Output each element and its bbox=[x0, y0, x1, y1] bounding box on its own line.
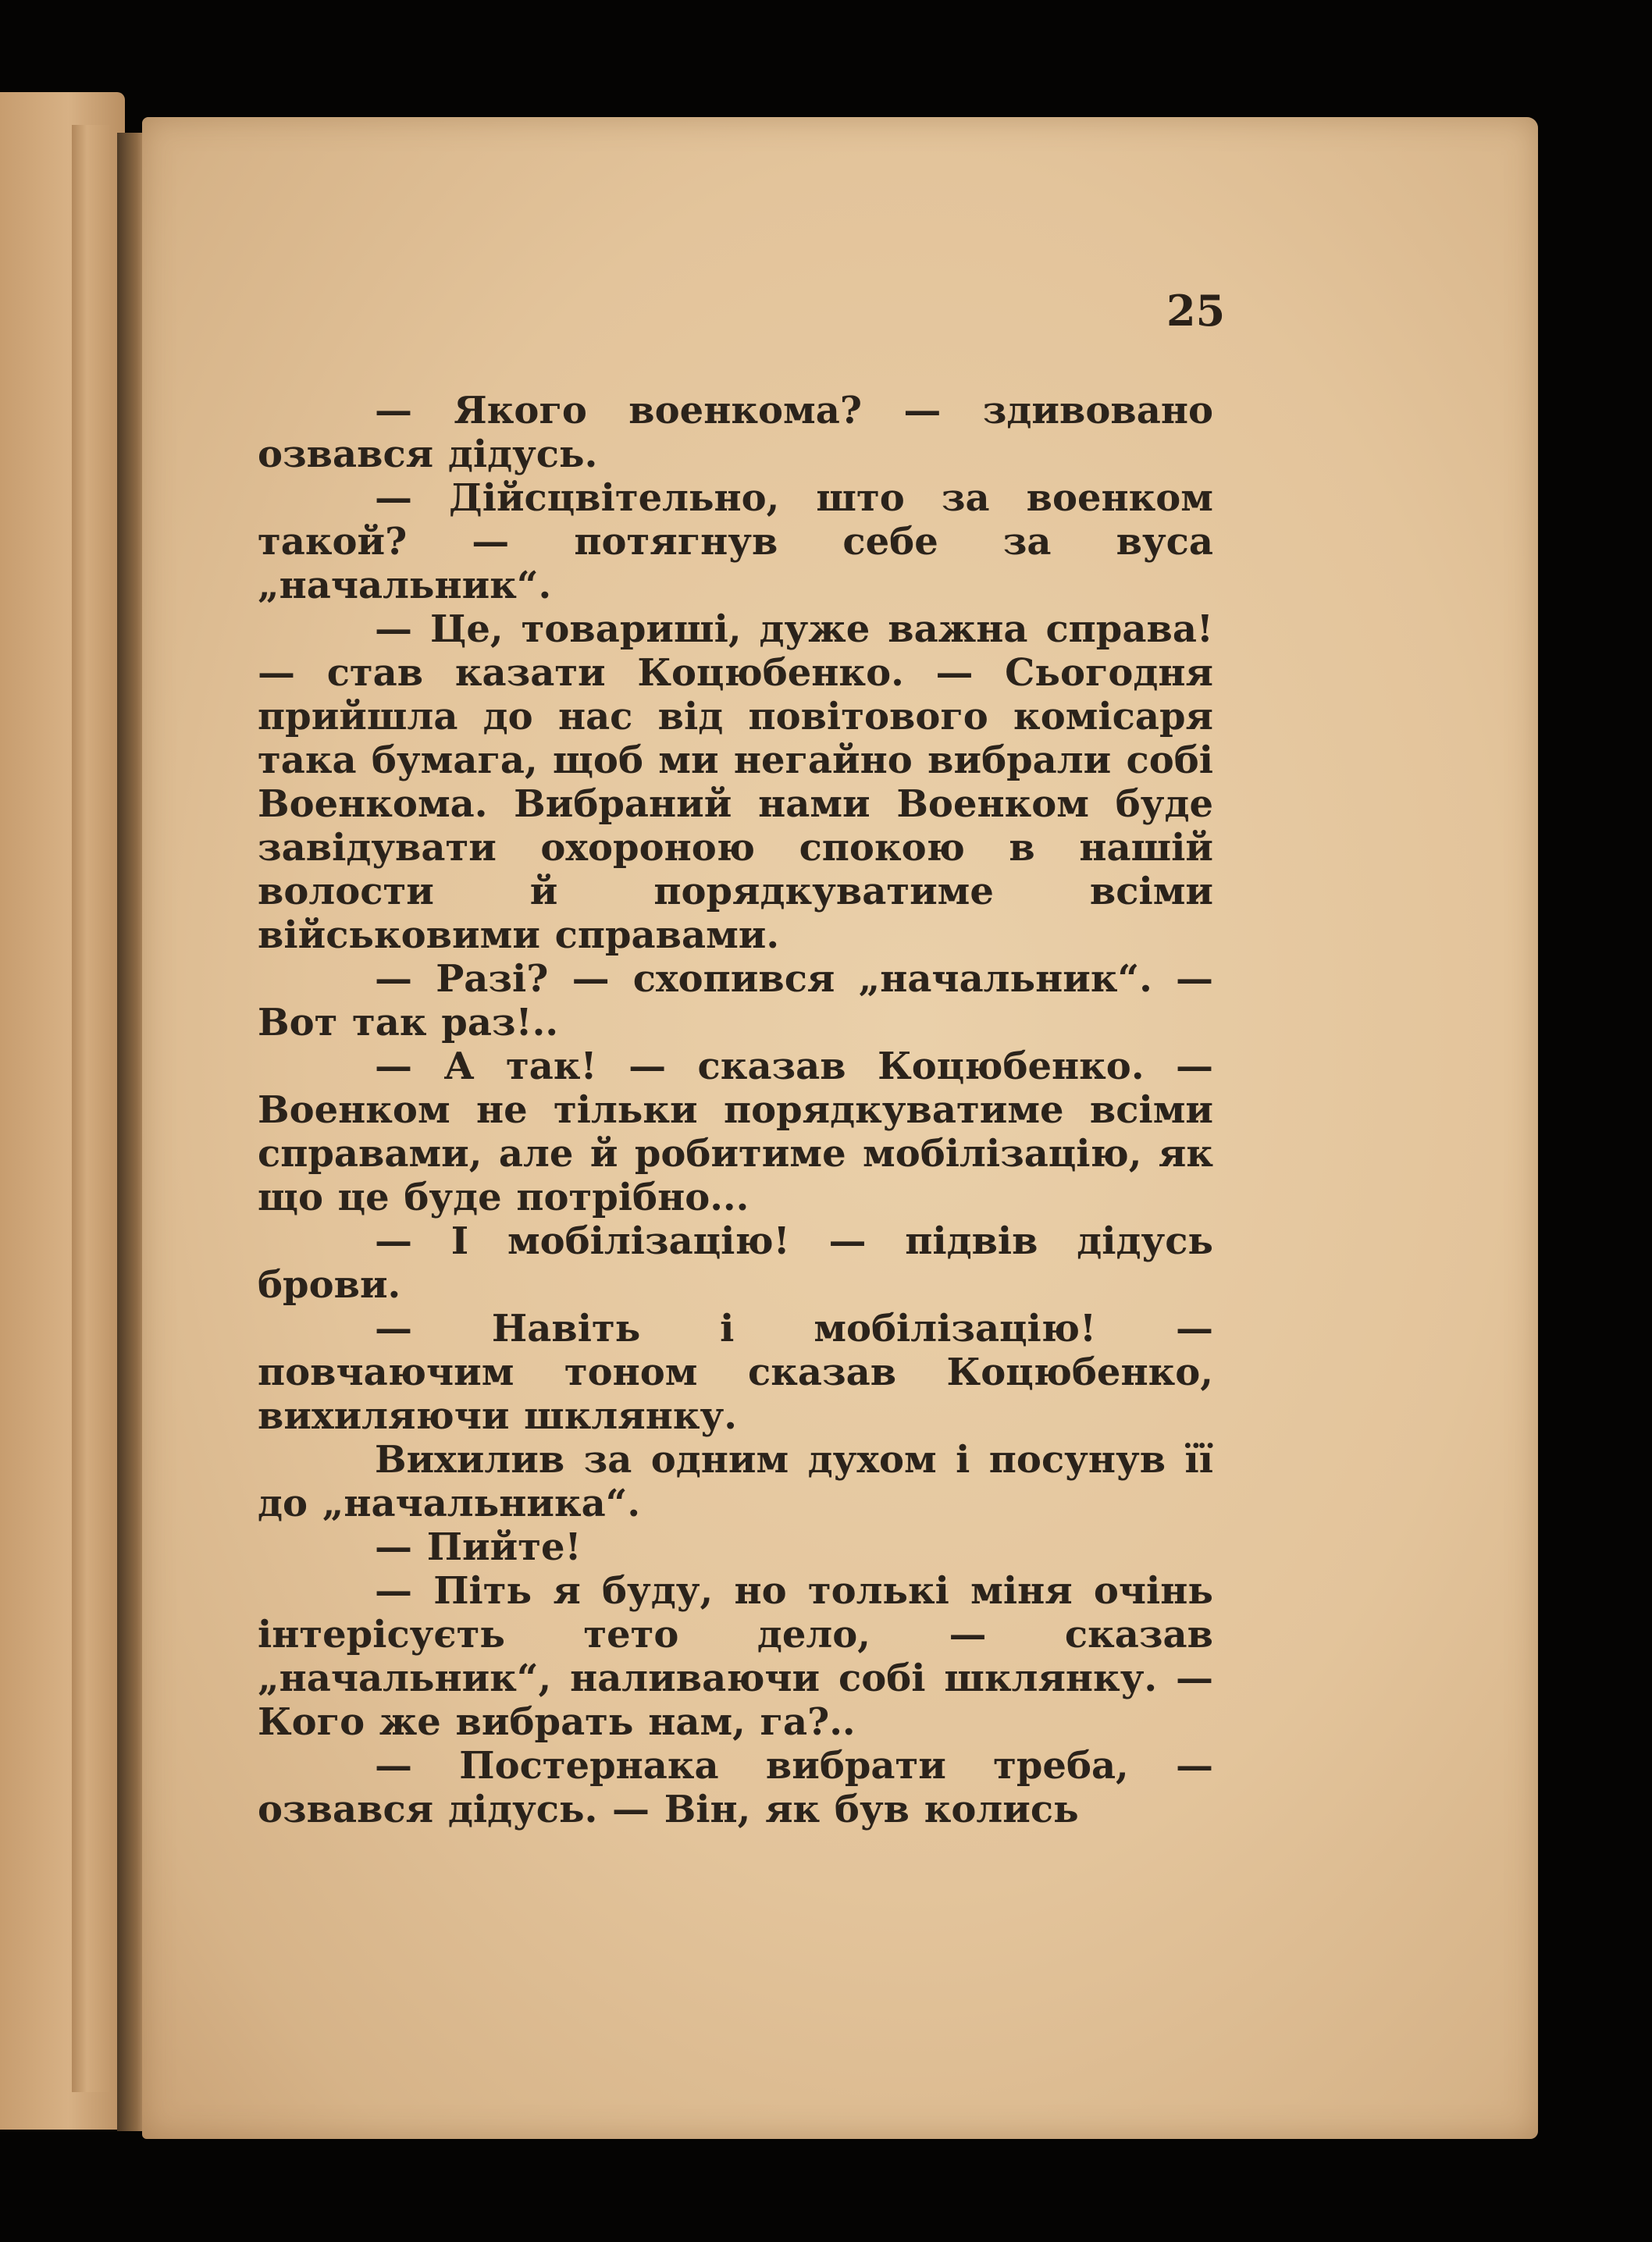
page-text bbox=[258, 389, 1213, 1831]
page-number: 25 bbox=[1166, 286, 1226, 336]
paragraph: — А так! — сказав Коцюбенко. — Военком не тільки порядкуватиме всіми справами, але й робитиме мобілізацію, як що це буде потрібно... bbox=[258, 1044, 1213, 1219]
paragraph: — Разі? — схопився „начальник“. — Вот так раз!.. bbox=[258, 957, 1213, 1044]
paragraph: Вихилив за одним духом і посунув її до „начальника“. bbox=[258, 1438, 1213, 1525]
left-page-fold bbox=[72, 125, 109, 2092]
paragraph: — Навіть і мобілізацію! — повчаючим тоном сказав Коцюбенко, вихиляючи шклянку. bbox=[258, 1307, 1213, 1438]
paragraph: — Піть я буду, но толькі міня очінь інтерісуєть тето дело, — сказав „начальник“, наливаючи собі шклянку. — Кого же вибрать нам, га?.. bbox=[258, 1569, 1213, 1744]
paragraph: — І мобілізацію! — підвів дідусь брови. bbox=[258, 1219, 1213, 1307]
paragraph: — Постернака вибрати треба, — озвався дідусь. — Він, як був колись bbox=[258, 1744, 1213, 1831]
paragraph: — Пийте! bbox=[375, 1525, 582, 1569]
paragraph: — Дійсцвітельно, што за военком такой? — потягнув себе за вуса „начальник“. bbox=[258, 476, 1213, 607]
paragraph: — Якого военкома? — здивовано озвався дідусь. bbox=[258, 389, 1213, 476]
paragraph: — Це, товариші, дуже важна справа! — став казати Коцюбенко. — Сьогодня прийшла до нас від повітового комісаря така бумага, щоб ми негайно вибрали собі Военкома. Вибраний нами Военком буде завідувати охороною спокою в нашій волости й порядкуватиме всіми військовими справами. bbox=[258, 607, 1213, 957]
